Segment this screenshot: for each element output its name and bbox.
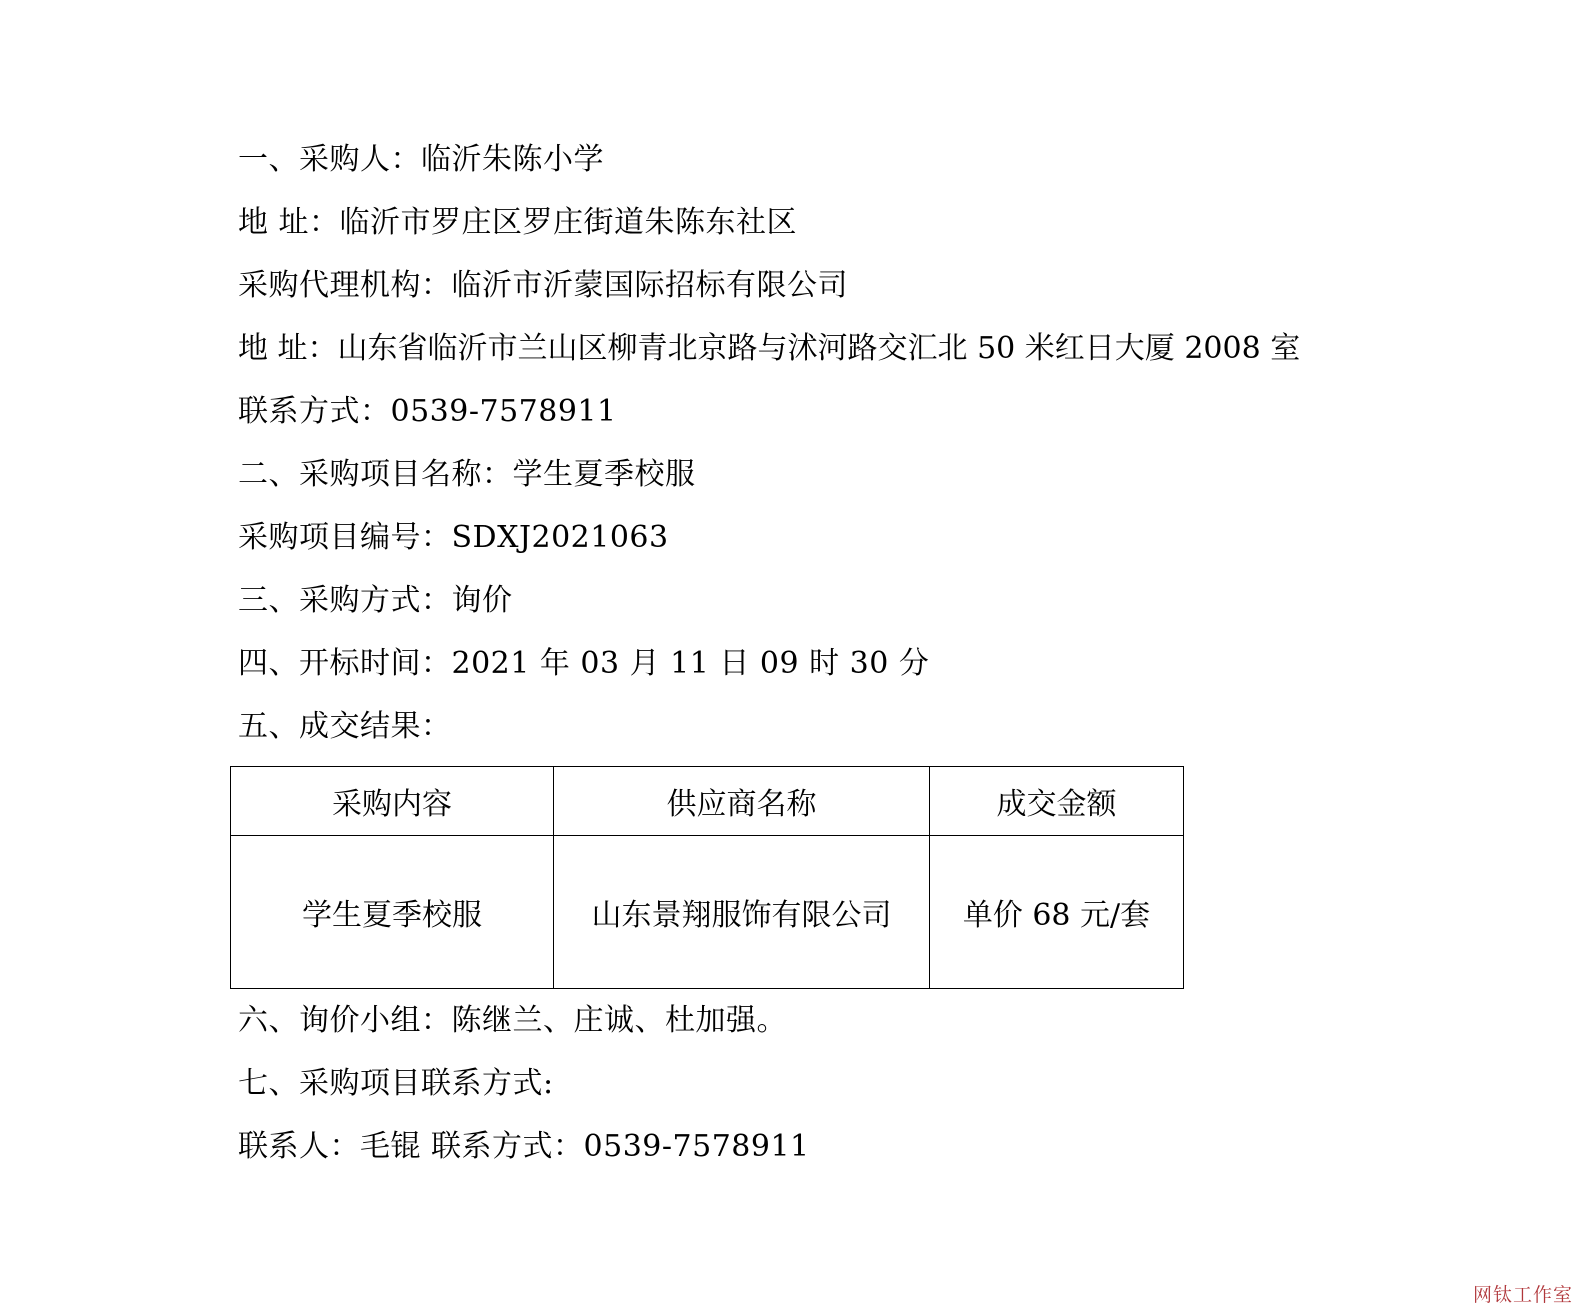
- agency-phone-line: 联系方式：0539-7578911: [238, 394, 617, 429]
- inquiry-group-line: 六、询价小组：陈继兰、庄诚、杜加强。: [238, 1003, 787, 1038]
- result-heading-line: 五、成交结果：: [238, 709, 452, 744]
- project-name-line: 二、采购项目名称：学生夏季校服: [238, 457, 696, 492]
- bid-opening-time-line: 四、开标时间：2021 年 03 月 11 日 09 时 30 分: [238, 646, 930, 681]
- purchaser-address-line: 地 址：临沂市罗庄区罗庄街道朱陈东社区: [238, 205, 798, 240]
- purchaser-line: 一、采购人：临沂朱陈小学: [238, 142, 604, 177]
- procurement-method-line: 三、采购方式：询价: [238, 583, 513, 618]
- contact-person-line: 联系人：毛锟 联系方式：0539-7578911: [238, 1129, 810, 1164]
- table-cell-content: 学生夏季校服: [231, 836, 554, 989]
- table-header-row: [231, 767, 1184, 836]
- table-header-amount: 成交金额: [930, 767, 1184, 836]
- project-number-line: 采购项目编号：SDXJ2021063: [238, 520, 669, 555]
- document-body: [238, 128, 1358, 1178]
- watermark-label: 网钛工作室: [1472, 1284, 1573, 1306]
- agency-address-line: 地 址：山东省临沂市兰山区柳青北京路与沭河路交汇北 50 米红日大厦 2008 室: [238, 331, 1301, 366]
- table-header-supplier: 供应商名称: [554, 767, 930, 836]
- document-footer-lines: [238, 989, 1358, 1178]
- result-table-wrapper: [230, 766, 1180, 989]
- table-cell-amount: 单价 68 元/套: [930, 836, 1184, 989]
- agency-line: 采购代理机构：临沂市沂蒙国际招标有限公司: [238, 268, 848, 303]
- contact-heading-line: 七、采购项目联系方式:: [238, 1066, 554, 1101]
- table-header-content: 采购内容: [231, 767, 554, 836]
- result-table: [230, 766, 1184, 989]
- table-row: [231, 836, 1184, 989]
- table-cell-supplier: 山东景翔服饰有限公司: [554, 836, 930, 989]
